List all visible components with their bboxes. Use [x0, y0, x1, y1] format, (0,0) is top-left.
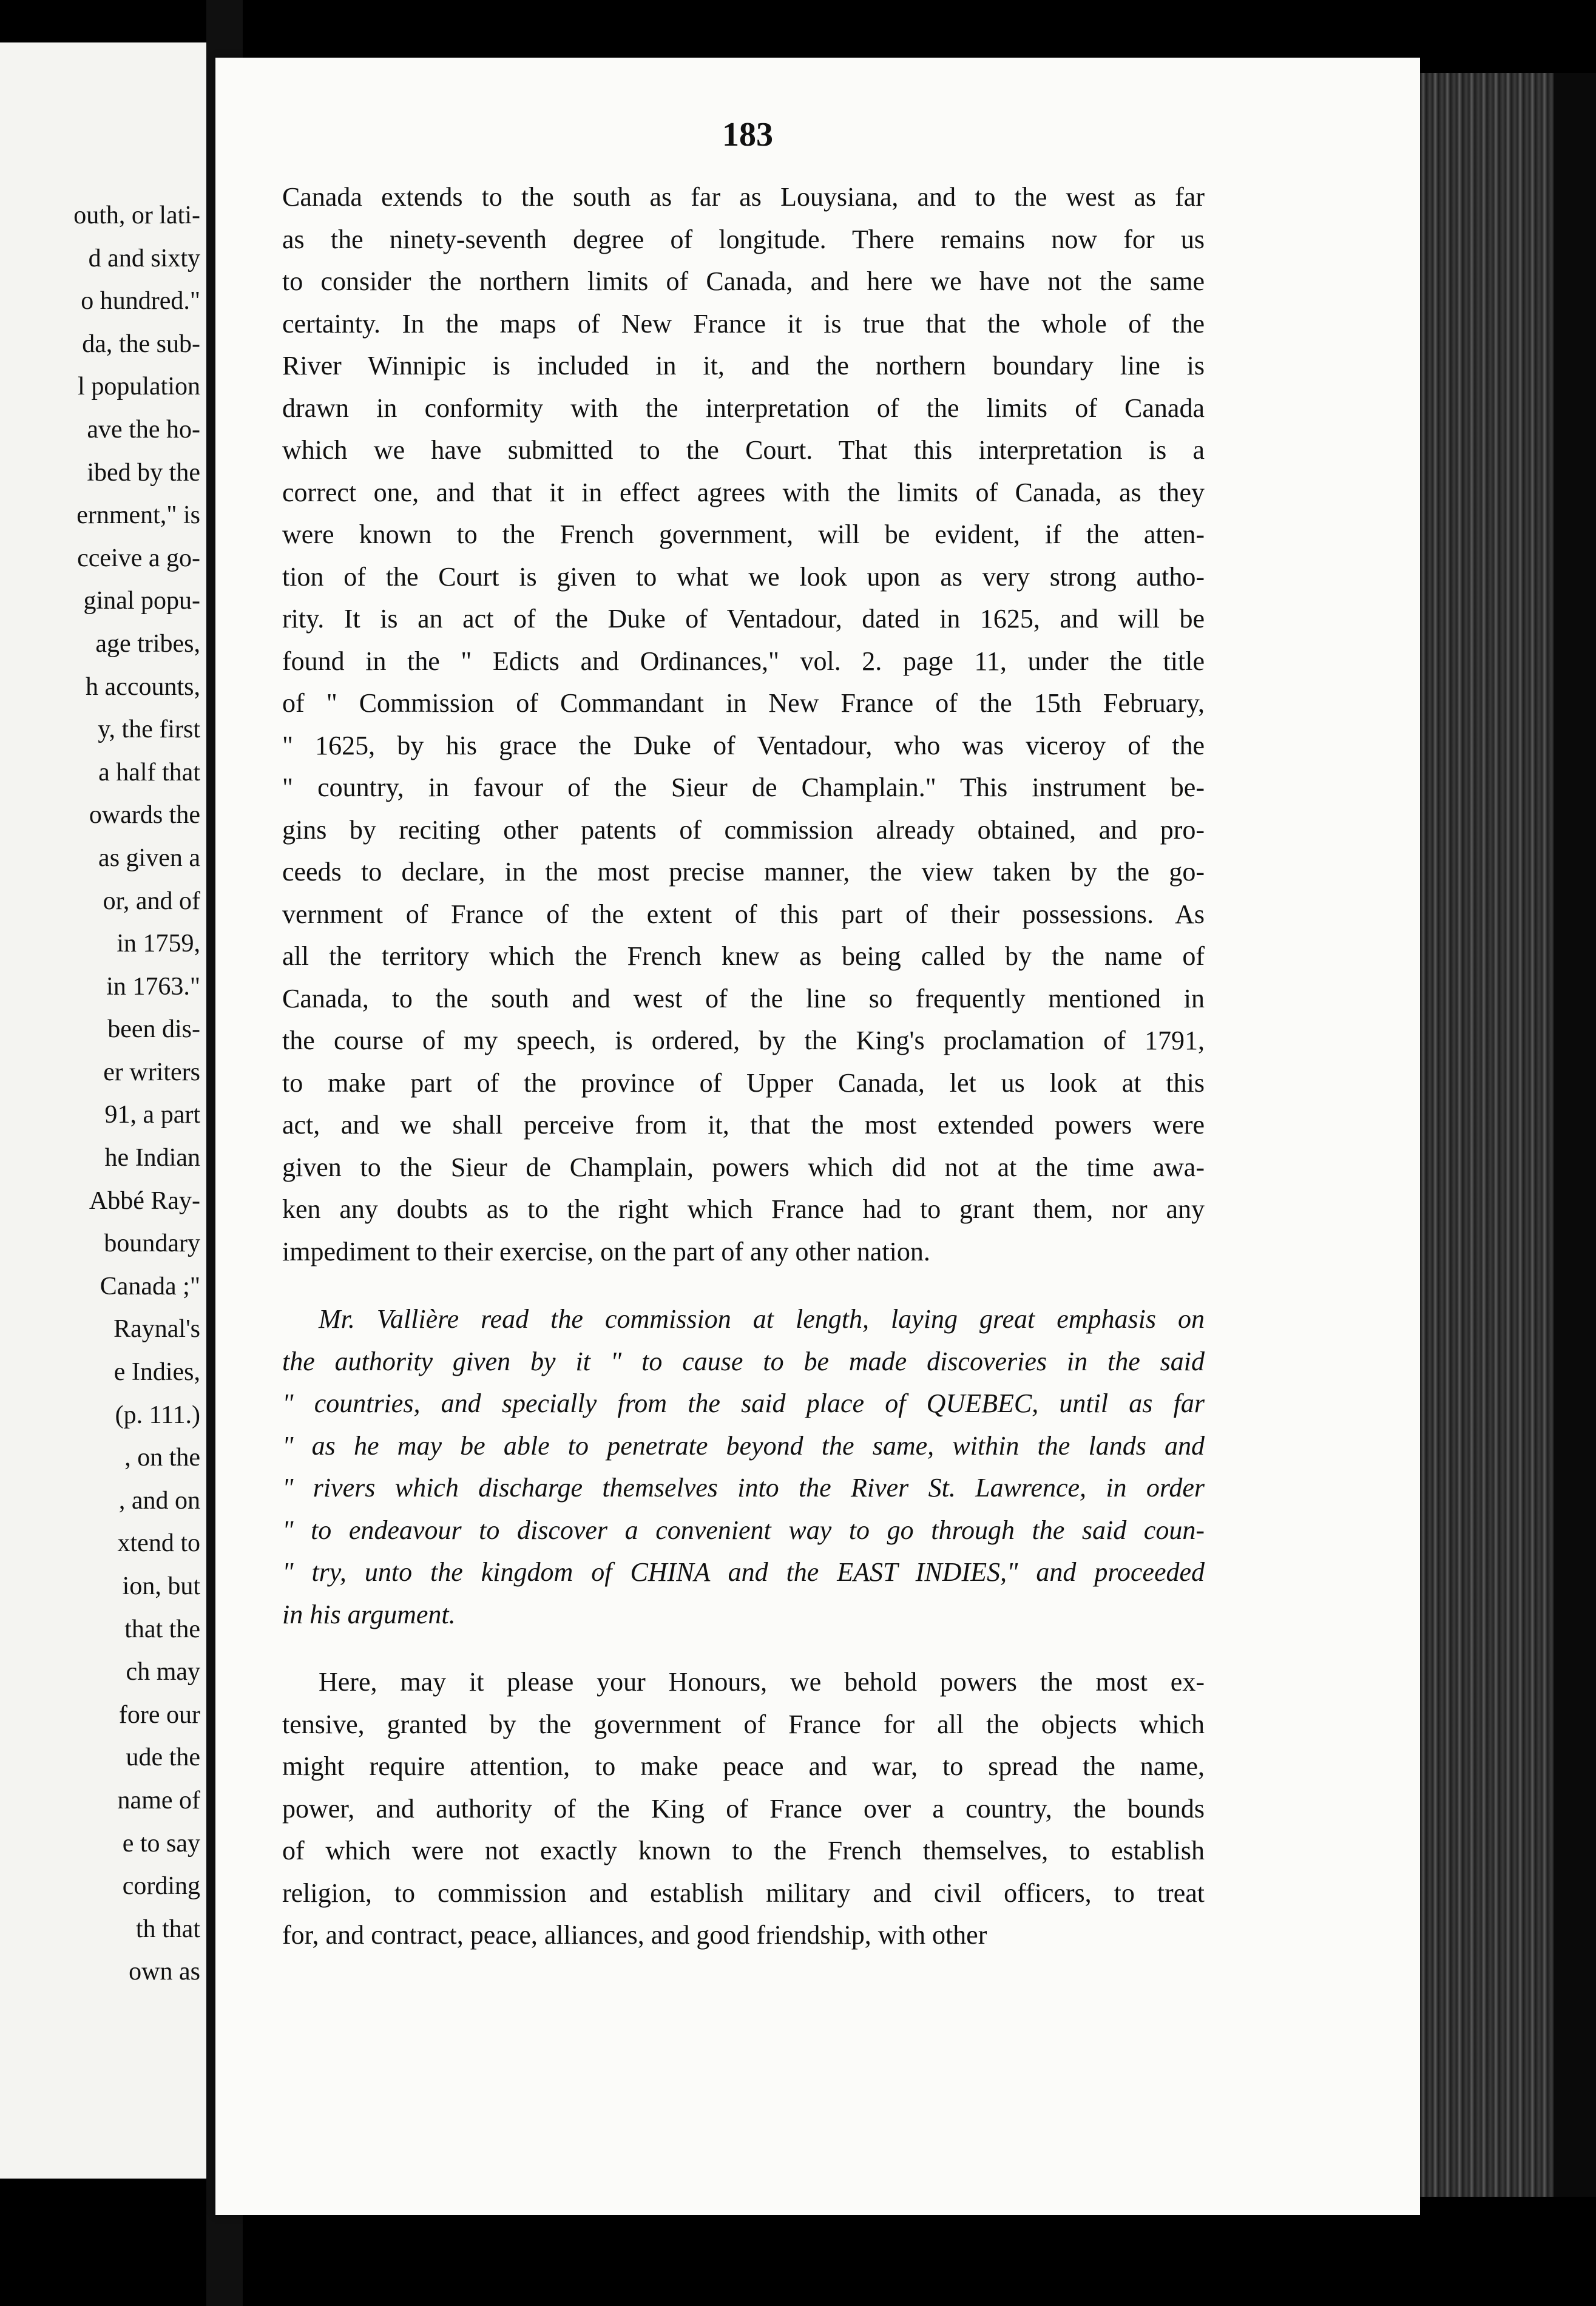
left-page-fragment: er writers [103, 1058, 200, 1086]
left-page-fragment: or, and of [103, 887, 200, 915]
left-page-fragment: , on the [124, 1444, 200, 1472]
left-page-fragment: age tribes, [95, 629, 200, 658]
left-page-fragment: cceive a go- [77, 544, 200, 572]
left-page-fragment: d and sixty [88, 244, 200, 272]
text-line: the authority given by it " to cause to be made discoveries in the said [282, 1346, 1205, 1376]
left-page-fragment: been dis- [107, 1015, 200, 1044]
text-line: the course of my speech, is ordered, by the King's proclamation of 1791, [282, 1026, 1205, 1055]
left-page-fragment: h accounts, [86, 672, 200, 701]
left-page-fragment: e to say [122, 1829, 200, 1858]
text-line: all the territory which the French knew as being called by the name of [282, 941, 1205, 971]
text-line: " try, unto the kingdom of CHINA and the EAST INDIES," and proceeded [282, 1557, 1205, 1587]
page-edges [1414, 73, 1566, 2197]
text-line: gins by reciting other patents of commission already obtained, and pro- [282, 814, 1205, 845]
left-page-fragment: own as [129, 1958, 200, 1986]
text-line: " to endeavour to discover a convenient way to go through the said coun- [282, 1515, 1205, 1545]
left-page-fragment: outh, or lati- [73, 201, 200, 229]
text-line: for, and contract, peace, alliances, and good friendship, with other [282, 1920, 987, 1950]
text-line: " as he may be able to penetrate beyond the same, within the lands and [282, 1430, 1205, 1461]
left-page-fragment: owards the [89, 801, 200, 830]
text-line: to make part of the province of Upper Canada, let us look at this [282, 1067, 1205, 1098]
text-line: impediment to their exercise, on the part of any other nation. [282, 1236, 930, 1266]
text-line: River Winnipic is included in it, and the northern boundary line is [282, 351, 1205, 380]
text-line: vernment of France of the extent of this part of their possessions. As [282, 899, 1205, 929]
left-page-fragment: 91, a part [104, 1101, 200, 1129]
book-cover-edge [1554, 73, 1596, 2197]
left-page-fragment: boundary [104, 1229, 200, 1258]
left-page-fragment: in 1763." [106, 972, 200, 1001]
left-page-fragment: ave the ho- [87, 415, 200, 444]
text-line: Here, may it please your Honours, we behold powers the most ex- [319, 1667, 1205, 1697]
left-page-fragment: ibed by the [87, 458, 200, 487]
left-page-fragment: that the [124, 1615, 200, 1643]
left-page-fragment: l population [78, 373, 200, 401]
text-line: religion, to commission and establish military and civil officers, to treat [282, 1878, 1205, 1908]
text-line: to consider the northern limits of Canada, and here we have not the same [282, 266, 1205, 296]
text-line: tensive, granted by the government of France for all the objects which [282, 1709, 1205, 1739]
left-page-fragment: Abbé Ray- [89, 1186, 200, 1215]
left-page-fragment: ch may [126, 1658, 200, 1686]
text-line: power, and authority of the King of France over a country, the bounds [282, 1793, 1205, 1824]
text-line: certainty. In the maps of New France it is true that the whole of the [282, 308, 1205, 339]
text-line: ken any doubts as to the right which France had to grant them, nor any [282, 1194, 1205, 1224]
text-line: as the ninety-seventh degree of longitude. There remains now for us [282, 224, 1205, 254]
text-line: which we have submitted to the Court. That this interpretation is a [282, 435, 1205, 465]
left-page-fragment: Raynal's [113, 1315, 200, 1344]
text-line: " rivers which discharge themselves into the River St. Lawrence, in order [282, 1473, 1205, 1503]
left-page-fragment: fore our [118, 1700, 200, 1729]
left-page-fragment: o hundred." [81, 287, 200, 316]
left-page-fragment: in 1759, [117, 930, 200, 958]
text-line: tion of the Court is given to what we look upon as very strong autho- [282, 561, 1205, 592]
page-body [282, 176, 1205, 1956]
left-page-fragment: th that [135, 1915, 200, 1943]
left-page-fragment: xtend to [117, 1529, 200, 1558]
text-line: in his argument. [282, 1599, 456, 1629]
text-line: given to the Sieur de Champlain, powers which did not at the time awa- [282, 1152, 1205, 1182]
text-line: Canada extends to the south as far as Louysiana, and to the west as far [282, 182, 1205, 212]
text-line: were known to the French government, will be evident, if the atten- [282, 519, 1205, 549]
left-page [0, 42, 208, 2179]
left-page-fragment: Canada ;" [100, 1272, 200, 1300]
text-line: Canada, to the south and west of the line so frequently mentioned in [282, 983, 1205, 1013]
left-page-fragment: cording [122, 1872, 200, 1901]
left-page-text [0, 194, 200, 1993]
paragraph-1 [282, 176, 1205, 1273]
text-line: of which were not exactly known to the French themselves, to establish [282, 1836, 1205, 1865]
paragraph-2-italic [282, 1298, 1205, 1635]
text-line: drawn in conformity with the interpretation of the limits of Canada [282, 393, 1205, 423]
left-page-fragment: he Indian [104, 1144, 200, 1172]
left-page-fragment: as given a [98, 844, 200, 872]
left-page-fragment: , and on [118, 1486, 200, 1515]
left-page-fragment: name of [117, 1786, 200, 1814]
text-line: Mr. Vallière read the commission at length, laying great emphasis on [319, 1304, 1205, 1334]
text-line: might require attention, to make peace and war, to spread the name, [282, 1751, 1205, 1781]
text-line: of " Commission of Commandant in New France of the 15th February, [282, 688, 1205, 718]
page-number: 183 [722, 116, 773, 154]
left-page-fragment: a half that [98, 758, 200, 786]
left-page-fragment: ion, but [122, 1572, 200, 1600]
left-page-fragment: ernment," is [76, 501, 200, 530]
text-line: found in the " Edicts and Ordinances," vol. 2. page 11, under the title [282, 646, 1205, 676]
left-page-fragment: ginal popu- [83, 587, 200, 615]
text-line: " countries, and specially from the said place of QUEBEC, until as far [282, 1388, 1205, 1418]
left-page-fragment: y, the first [98, 715, 200, 744]
text-line: rity. It is an act of the Duke of Ventadour, dated in 1625, and will be [282, 604, 1205, 634]
paragraph-3 [282, 1661, 1205, 1956]
text-line: correct one, and that it in effect agrees with the limits of Canada, as they [282, 477, 1205, 507]
text-line: ceeds to declare, in the most precise manner, the view taken by the go- [282, 857, 1205, 887]
left-page-fragment: ude the [126, 1743, 200, 1772]
left-page-fragment: e Indies, [113, 1358, 200, 1387]
text-line: " 1625, by his grace the Duke of Ventadour, who was viceroy of the [282, 730, 1205, 760]
text-line: act, and we shall perceive from it, that the most extended powers were [282, 1110, 1205, 1140]
left-page-fragment: (p. 111.) [115, 1401, 200, 1429]
left-page-fragment: da, the sub- [82, 330, 200, 358]
text-line: " country, in favour of the Sieur de Champlain." This instrument be- [282, 773, 1205, 802]
